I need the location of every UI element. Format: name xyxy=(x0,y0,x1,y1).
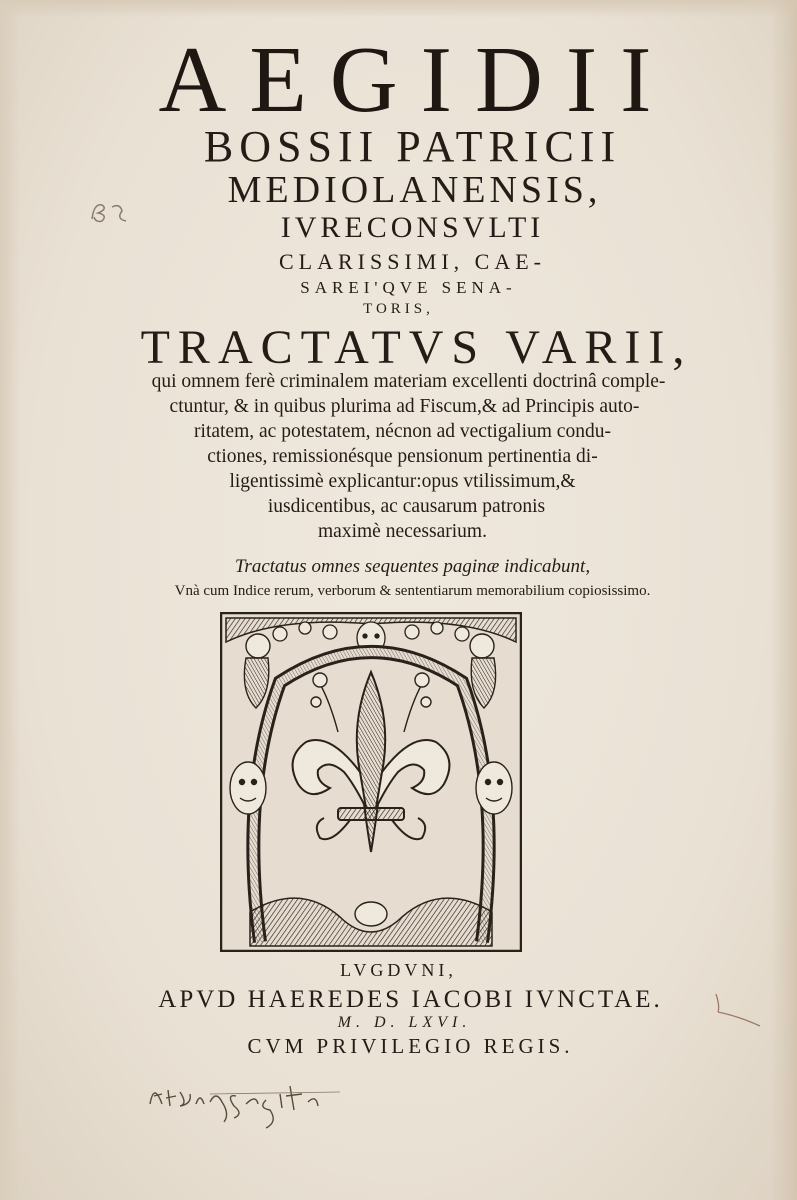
imprint-place: LVGDVNI, xyxy=(340,960,457,980)
manuscript-mark-icon xyxy=(86,197,136,225)
description-line: ritatem, ac potestatem, nécnon ad vectigalium condu- xyxy=(194,421,611,442)
fleur-de-lis-woodcut-icon xyxy=(220,612,522,952)
author-epithet-3: TORIS, xyxy=(363,301,434,317)
author-first-name: AEGIDII xyxy=(158,28,675,132)
imprint-date: M. D. LXVI. xyxy=(337,1014,472,1031)
contents-note: Tractatus omnes sequentes paginæ indicabunt, xyxy=(234,556,591,577)
author-epithet: CLARISSIMI, CAE- xyxy=(278,249,546,274)
paper-edge-top xyxy=(0,0,797,18)
handwritten-signature-icon xyxy=(140,1074,350,1134)
work-title: TRACTATVS VARII, xyxy=(140,321,693,374)
description-line: iusdicentibus, ac causarum patronis xyxy=(267,496,546,517)
margin-mark-icon xyxy=(708,986,768,1030)
author-epithet-2: SAREI'QVE SENA- xyxy=(300,278,517,297)
description-line: maximè necessarium. xyxy=(318,521,487,542)
description-line: ligentissimè explicantur:opus vtilissimum,& xyxy=(229,471,576,492)
imprint-printer: APVD HAEREDES IACOBI IVNCTAE. xyxy=(158,986,663,1013)
author-role: IVRECONSVLTI xyxy=(280,211,545,244)
author-surname: BOSSII PATRICII xyxy=(203,122,622,171)
description-line: ctuntur, & in quibus plurima ad Fiscum,& ad Principis auto- xyxy=(169,396,640,417)
author-city: MEDIOLANENSIS, xyxy=(227,169,602,211)
imprint-privilege: CVM PRIVILEGIO REGIS. xyxy=(247,1034,574,1058)
description-line: ctiones, remissionésque pensionum pertinentia di- xyxy=(207,446,598,467)
index-note: Vnà cum Indice rerum, verborum & sententiarum memorabilium copiosissimo. xyxy=(174,583,651,599)
description-line: qui omnem ferè criminalem materiam excellenti doctrinâ comple- xyxy=(151,371,666,392)
